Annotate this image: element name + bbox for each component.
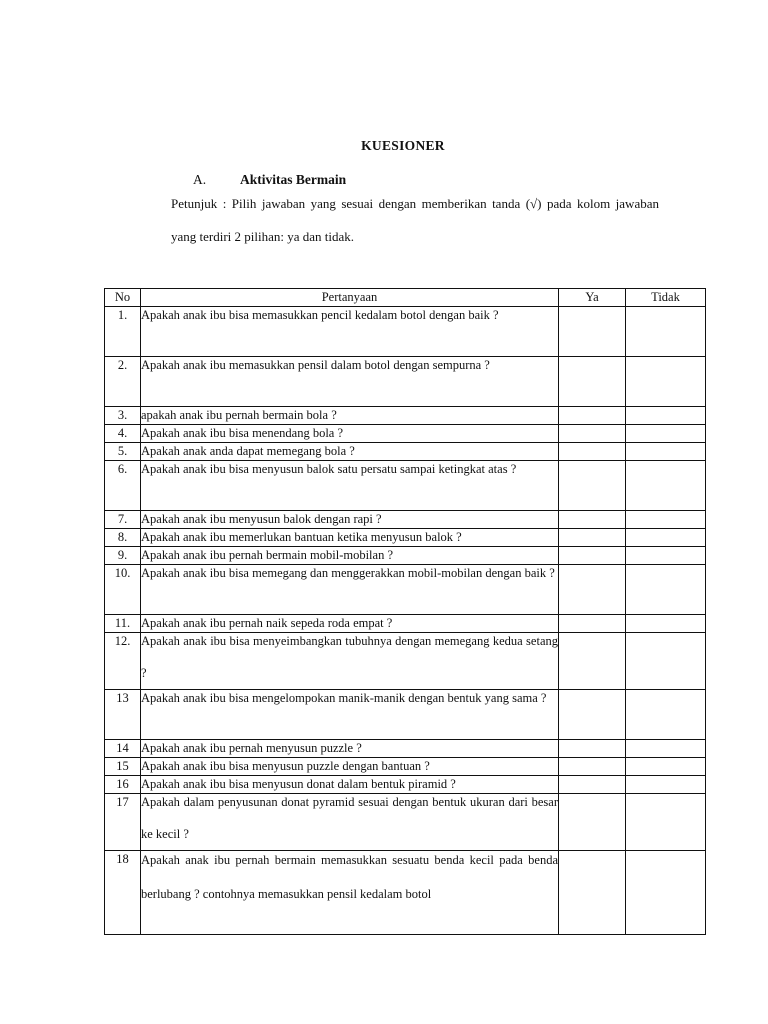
row-question-text: Apakah anak ibu bisa menyusun balok satu persatu sampai ketingkat atas ? xyxy=(141,462,517,476)
answer-no-cell[interactable] xyxy=(626,511,706,529)
row-number: 5. xyxy=(105,443,141,461)
row-question-text: Apakah anak ibu memasukkan pensil dalam botol dengan sempurna ? xyxy=(141,358,490,372)
row-question xyxy=(141,565,559,615)
row-number: 2. xyxy=(105,357,141,407)
table-row xyxy=(105,407,706,425)
table-row xyxy=(105,633,706,690)
row-question xyxy=(141,690,559,740)
answer-no-cell[interactable] xyxy=(626,851,706,935)
header-yes: Ya xyxy=(559,289,626,307)
table-row xyxy=(105,690,706,740)
answer-yes-cell[interactable] xyxy=(559,776,626,794)
page-title: KUESIONER xyxy=(361,138,445,153)
table-row xyxy=(105,461,706,511)
answer-no-cell[interactable] xyxy=(626,425,706,443)
answer-yes-cell[interactable] xyxy=(559,357,626,407)
table-row xyxy=(105,851,706,935)
answer-yes-cell[interactable] xyxy=(559,425,626,443)
answer-yes-cell[interactable] xyxy=(559,690,626,740)
row-question: apakah anak ibu pernah bermain bola ? xyxy=(141,407,559,425)
answer-no-cell[interactable] xyxy=(626,565,706,615)
row-number: 4. xyxy=(105,425,141,443)
answer-yes-cell[interactable] xyxy=(559,529,626,547)
row-number: 17 xyxy=(105,794,141,851)
answer-no-cell[interactable] xyxy=(626,633,706,690)
row-number: 9. xyxy=(105,547,141,565)
section-letter: A. xyxy=(193,172,207,187)
answer-no-cell[interactable] xyxy=(626,443,706,461)
answer-yes-cell[interactable] xyxy=(559,307,626,357)
answer-yes-cell[interactable] xyxy=(559,794,626,851)
row-question-text: Apakah anak ibu bisa memegang dan menggerakkan mobil-mobilan dengan baik ? xyxy=(141,566,555,580)
answer-yes-cell[interactable] xyxy=(559,851,626,935)
row-number: 3. xyxy=(105,407,141,425)
row-question: Apakah anak ibu memerlukan bantuan ketika menyusun balok ? xyxy=(141,529,559,547)
row-number: 18 xyxy=(105,851,141,935)
answer-yes-cell[interactable] xyxy=(559,461,626,511)
answer-yes-cell[interactable] xyxy=(559,443,626,461)
answer-yes-cell[interactable] xyxy=(559,740,626,758)
answer-yes-cell[interactable] xyxy=(559,758,626,776)
row-question: Apakah anak ibu pernah menyusun puzzle ? xyxy=(141,740,559,758)
row-question: Apakah anak anda dapat memegang bola ? xyxy=(141,443,559,461)
header-question: Pertanyaan xyxy=(141,289,559,307)
answer-no-cell[interactable] xyxy=(626,357,706,407)
row-question xyxy=(141,357,559,407)
answer-no-cell[interactable] xyxy=(626,547,706,565)
row-question-text: Apakah anak ibu bisa menyeimbangkan tubuhnya dengan memegang kedua setang ? xyxy=(141,634,558,680)
answer-no-cell[interactable] xyxy=(626,529,706,547)
table-row xyxy=(105,529,706,547)
table-row xyxy=(105,740,706,758)
row-question: Apakah anak ibu bisa menendang bola ? xyxy=(141,425,559,443)
answer-no-cell[interactable] xyxy=(626,758,706,776)
answer-no-cell[interactable] xyxy=(626,307,706,357)
table-row xyxy=(105,565,706,615)
table-row xyxy=(105,794,706,851)
answer-no-cell[interactable] xyxy=(626,690,706,740)
row-question: Apakah anak ibu bisa menyusun puzzle dengan bantuan ? xyxy=(141,758,559,776)
row-number: 8. xyxy=(105,529,141,547)
table-row xyxy=(105,758,706,776)
table-row xyxy=(105,511,706,529)
answer-yes-cell[interactable] xyxy=(559,547,626,565)
row-number: 11. xyxy=(105,615,141,633)
answer-no-cell[interactable] xyxy=(626,740,706,758)
answer-yes-cell[interactable] xyxy=(559,407,626,425)
row-question-text: Apakah dalam penyusunan donat pyramid sesuai dengan bentuk ukuran dari besar ke kecil ? xyxy=(141,795,558,841)
answer-yes-cell[interactable] xyxy=(559,565,626,615)
row-question xyxy=(141,461,559,511)
row-number: 12. xyxy=(105,633,141,690)
row-number: 15 xyxy=(105,758,141,776)
questionnaire-table xyxy=(104,288,706,935)
row-question xyxy=(141,851,559,935)
answer-yes-cell[interactable] xyxy=(559,511,626,529)
row-question: Apakah anak ibu bisa menyusun donat dalam bentuk piramid ? xyxy=(141,776,559,794)
row-number: 7. xyxy=(105,511,141,529)
row-number: 16 xyxy=(105,776,141,794)
header-no-answer: Tidak xyxy=(626,289,706,307)
answer-no-cell[interactable] xyxy=(626,407,706,425)
row-question xyxy=(141,794,559,851)
row-number: 14 xyxy=(105,740,141,758)
answer-no-cell[interactable] xyxy=(626,794,706,851)
row-question-text: Apakah anak ibu bisa memasukkan pencil kedalam botol dengan baik ? xyxy=(141,308,499,322)
answer-no-cell[interactable] xyxy=(626,461,706,511)
table-row xyxy=(105,425,706,443)
row-number: 13 xyxy=(105,690,141,740)
row-question: Apakah anak ibu menyusun balok dengan rapi ? xyxy=(141,511,559,529)
row-question xyxy=(141,633,559,690)
row-question: Apakah anak ibu pernah bermain mobil-mobilan ? xyxy=(141,547,559,565)
answer-yes-cell[interactable] xyxy=(559,633,626,690)
row-number: 10. xyxy=(105,565,141,615)
answer-no-cell[interactable] xyxy=(626,615,706,633)
row-number: 6. xyxy=(105,461,141,511)
row-question: Apakah anak ibu pernah naik sepeda roda empat ? xyxy=(141,615,559,633)
row-number: 1. xyxy=(105,307,141,357)
table-row xyxy=(105,357,706,407)
section-title: Aktivitas Bermain xyxy=(240,172,347,187)
header-no: No xyxy=(105,289,141,307)
answer-no-cell[interactable] xyxy=(626,776,706,794)
row-question-text: Apakah anak ibu pernah bermain memasukkan sesuatu benda kecil pada benda berlubang ? contohnya memasukkan pensil kedalam botol xyxy=(141,853,558,901)
answer-yes-cell[interactable] xyxy=(559,615,626,633)
row-question-text: Apakah anak ibu bisa mengelompokan manik-manik dengan bentuk yang sama ? xyxy=(141,691,547,705)
instructions: Petunjuk : Pilih jawaban yang sesuai dengan memberikan tanda (√) pada kolom jawaban yang terdiri 2 pilihan: ya dan tidak. xyxy=(171,196,659,244)
